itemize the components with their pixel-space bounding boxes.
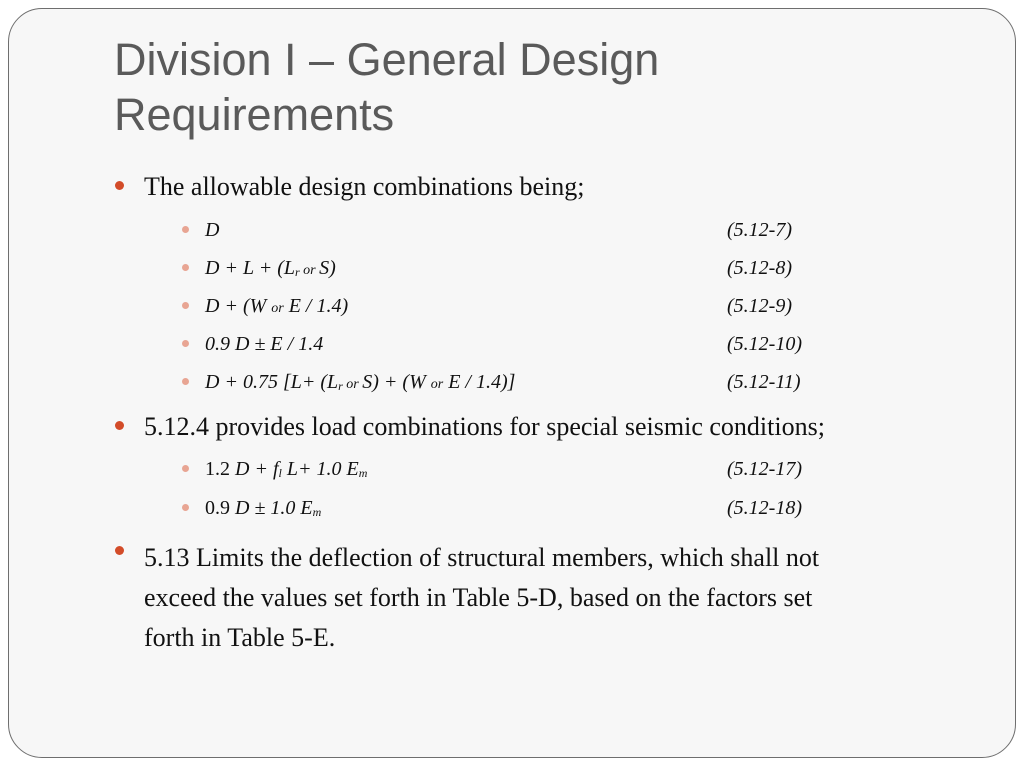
paragraph-line: exceed the values set forth in Table 5-D, based on the factors set xyxy=(144,583,813,612)
title-line-2: Requirements xyxy=(114,89,395,140)
bullet-seismic: 5.12.4 provides load combinations for special seismic conditions; xyxy=(144,412,825,441)
bullet-combinations: The allowable design combinations being; xyxy=(144,172,585,201)
title-line-1: Division I – General Design xyxy=(114,34,660,85)
bullet-icon xyxy=(115,546,124,555)
seismic-ref: (5.12-17) xyxy=(727,458,802,480)
deflection-paragraph xyxy=(144,538,959,658)
sub-bullet-icon xyxy=(182,378,189,385)
combo-ref: (5.12-7) xyxy=(727,219,792,241)
sub-bullet-icon xyxy=(182,340,189,347)
combo-ref: (5.12-8) xyxy=(727,257,792,279)
combo-ref: (5.12-9) xyxy=(727,295,792,317)
sub-bullet-icon xyxy=(182,302,189,309)
combo-ref: (5.12-11) xyxy=(727,371,801,393)
combo-formula: D + (W or E / 1.4) xyxy=(205,295,349,317)
combo-formula: 0.9 D ± E / 1.4 xyxy=(205,333,324,355)
combo-ref: (5.12-10) xyxy=(727,333,802,355)
paragraph-line: 5.13 Limits the deflection of structural members, which shall not xyxy=(144,543,820,572)
seismic-formula: 0.9 D ± 1.0 Em xyxy=(205,497,322,519)
combo-formula: D + L + (Lr or S) xyxy=(205,257,336,279)
seismic-ref: (5.12-18) xyxy=(727,497,802,519)
bullet-icon xyxy=(115,181,124,190)
paragraph-line: forth in Table 5-E. xyxy=(144,623,336,652)
sub-bullet-icon xyxy=(182,264,189,271)
combo-formula: D xyxy=(205,219,220,241)
seismic-formula: 1.2 D + fl L+ 1.0 Em xyxy=(205,458,368,480)
combo-formula: D + 0.75 [L+ (Lr or S) + (W or E / 1.4)] xyxy=(205,371,516,393)
sub-bullet-icon xyxy=(182,226,189,233)
sub-bullet-icon xyxy=(182,504,189,511)
sub-bullet-icon xyxy=(182,465,189,472)
bullet-icon xyxy=(115,421,124,430)
